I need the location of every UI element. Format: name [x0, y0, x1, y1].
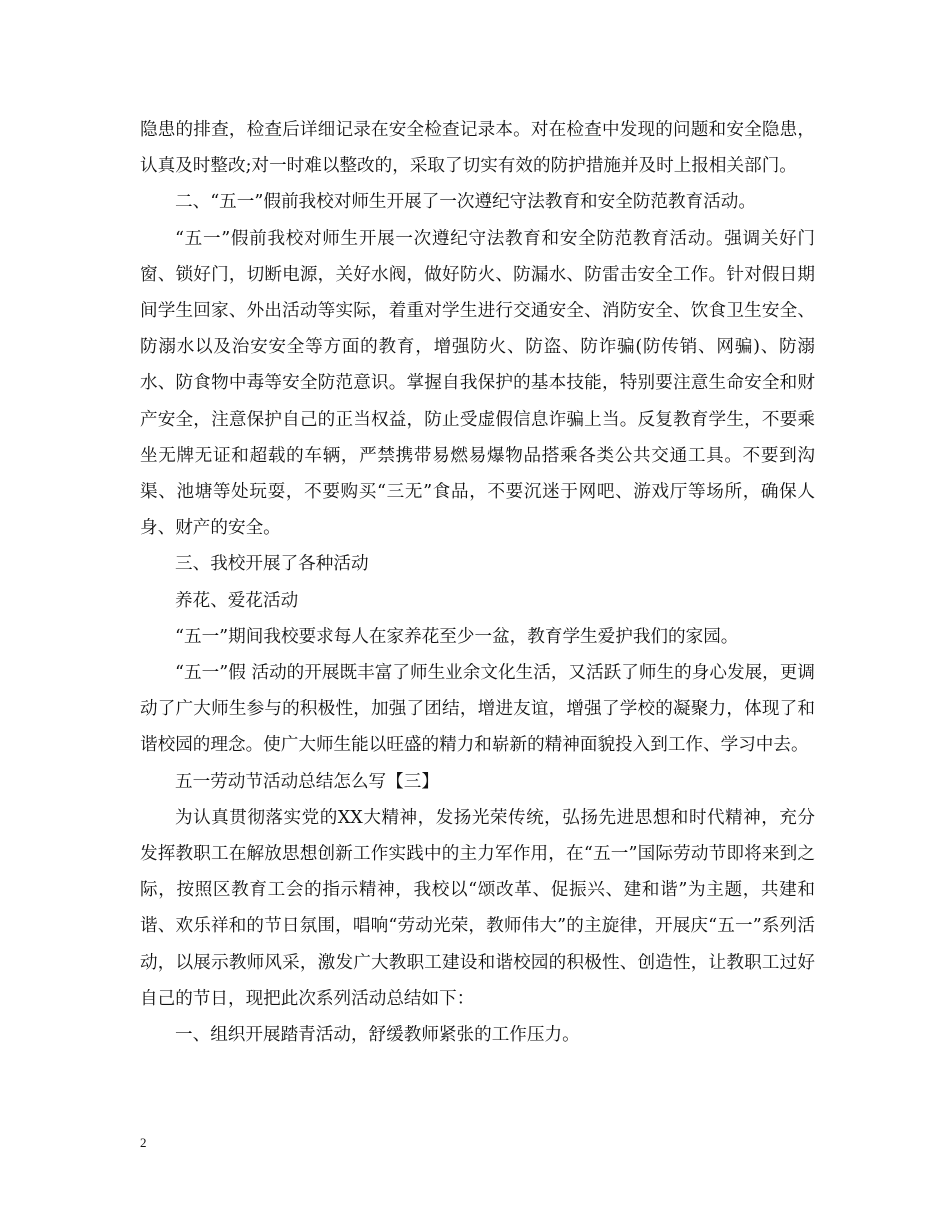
paragraph-introduction: 为认真贯彻落实党的XX大精神，发扬光荣传统，弘扬先进思想和时代精神，充分发挥教职工在解放思想创新工作实践中的主力军作用，在“五一”国际劳动节即将来到之际，按照区教育工会的指示精神，我校以“颂改革、促振兴、建和谐”为主题，共建和谐、欢乐祥和的节日氛围，唱响“劳动光荣，教师伟大”的主旋律，开展庆“五一”系列活动，以展示教师风采，激发广大教职工建设和谐校园的积极性、创造性，让教职工过好自己的节日，现把此次系列活动总结如下： [140, 807, 815, 1009]
paragraph-hazard-check: 隐患的排查，检查后详细记录在安全检查记录本。对在检查中发现的问题和安全隐患，认真及时整改;对一时难以整改的，采取了切实有效的防护措施并及时上报相关部门。 [140, 120, 815, 177]
paragraph-activity-summary: “五一”假 活动的开展既丰富了师生业余文化生活，又活跃了师生的身心发展，更调动了广大师生参与的积极性，加强了团结，增进友谊，增强了学校的凝聚力，体现了和谐校园的理念。使广大师生能以旺盛的精力和崭新的精神面貌投入到工作、学习中去。 [140, 663, 815, 756]
heading-outing-activity: 一、组织开展踏青活动，舒缓教师紧张的工作压力。 [175, 1025, 580, 1046]
heading-safety-education: 二、“五一”假前我校对师生开展了一次遵纪守法教育和安全防范教育活动。 [175, 192, 756, 213]
document-body [140, 112, 815, 1053]
paragraph-flower-activity: “五一”期间我校要求每人在家养花至少一盆，教育学生爱护我们的家园。 [175, 626, 739, 647]
heading-activities: 三、我校开展了各种活动 [175, 554, 369, 575]
page-number: 2 [140, 1135, 147, 1150]
paragraph-safety-education: “五一”假前我校对师生开展一次遵纪守法教育和安全防范教育活动。强调关好门窗、锁好门，切断电源，关好水阀，做好防火、防漏水、防雷击安全工作。针对假日期间学生回家、外出活动等实际，着重对学生进行交通安全、消防安全、饮食卫生安全、防溺水以及治安安全等方面的教育，增强防火、防盗、防诈骗(防传销、网骗)、防溺水、防食物中毒等安全防范意识。掌握自我保护的基本技能，特别要注意生命安全和财产安全，注意保护自己的正当权益，防止受虚假信息诈骗上当。反复教育学生，不要乘坐无牌无证和超载的车辆，严禁携带易燃易爆物品搭乘各类公共交通工具。不要到沟渠、池塘等处玩耍，不要购买“三无”食品，不要沉迷于网吧、游戏厅等场所，确保人身、财产的安全。 [140, 228, 815, 539]
section-title-part-three: 五一劳动节活动总结怎么写【三】 [175, 771, 439, 792]
subheading-flower-activity: 养花、爱花活动 [175, 590, 299, 611]
